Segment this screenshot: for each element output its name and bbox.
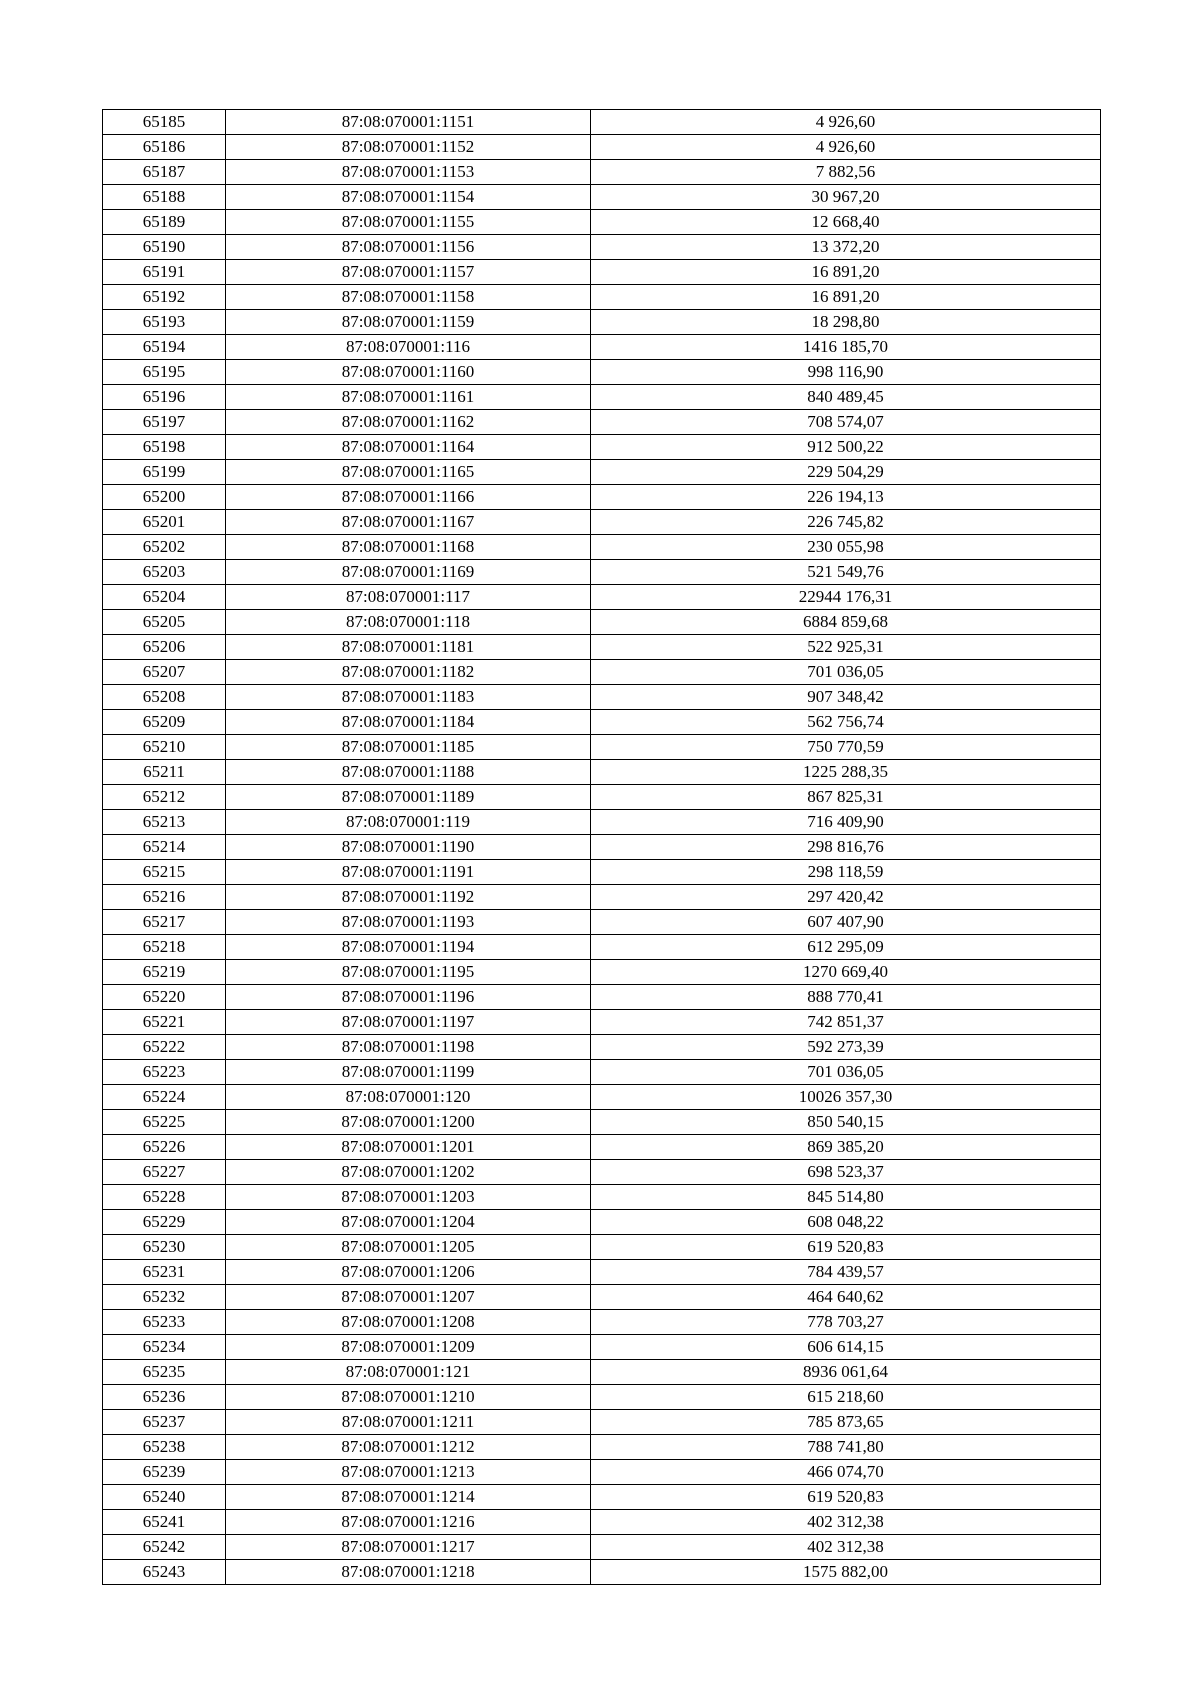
row-number-cell: 65218 [103,935,226,960]
row-number-cell: 65200 [103,485,226,510]
cadastral-number-cell: 87:08:070001:1155 [226,210,591,235]
value-cell: 297 420,42 [591,885,1101,910]
value-cell: 226 194,13 [591,485,1101,510]
row-number-cell: 65216 [103,885,226,910]
row-number-cell: 65187 [103,160,226,185]
table-row [103,1085,1101,1110]
value-cell: 592 273,39 [591,1035,1101,1060]
table-row [103,260,1101,285]
value-cell: 912 500,22 [591,435,1101,460]
table-row [103,1160,1101,1185]
table-row [103,1035,1101,1060]
row-number-cell: 65208 [103,685,226,710]
cadastral-number-cell: 87:08:070001:118 [226,610,591,635]
value-cell: 784 439,57 [591,1260,1101,1285]
value-cell: 612 295,09 [591,935,1101,960]
cadastral-number-cell: 87:08:070001:1204 [226,1210,591,1235]
value-cell: 750 770,59 [591,735,1101,760]
row-number-cell: 65237 [103,1410,226,1435]
cadastral-number-cell: 87:08:070001:1181 [226,635,591,660]
table-row [103,360,1101,385]
cadastral-number-cell: 87:08:070001:1164 [226,435,591,460]
row-number-cell: 65224 [103,1085,226,1110]
value-cell: 522 925,31 [591,635,1101,660]
table-row [103,1510,1101,1535]
value-cell: 1416 185,70 [591,335,1101,360]
cadastral-number-cell: 87:08:070001:1191 [226,860,591,885]
value-cell: 13 372,20 [591,235,1101,260]
row-number-cell: 65219 [103,960,226,985]
row-number-cell: 65234 [103,1335,226,1360]
cadastral-number-cell: 87:08:070001:1211 [226,1410,591,1435]
value-cell: 607 407,90 [591,910,1101,935]
cadastral-number-cell: 87:08:070001:1200 [226,1110,591,1135]
table-row [103,1435,1101,1460]
value-cell: 4 926,60 [591,110,1101,135]
table-row [103,535,1101,560]
table-row [103,1135,1101,1160]
cadastral-number-cell: 87:08:070001:1157 [226,260,591,285]
table-row [103,385,1101,410]
row-number-cell: 65204 [103,585,226,610]
table-row [103,960,1101,985]
value-cell: 778 703,27 [591,1310,1101,1335]
cadastral-number-cell: 87:08:070001:1166 [226,485,591,510]
row-number-cell: 65192 [103,285,226,310]
cadastral-number-cell: 87:08:070001:1212 [226,1435,591,1460]
value-cell: 6884 859,68 [591,610,1101,635]
table-row [103,1485,1101,1510]
row-number-cell: 65190 [103,235,226,260]
table-row [103,935,1101,960]
cadastral-number-cell: 87:08:070001:1201 [226,1135,591,1160]
value-cell: 867 825,31 [591,785,1101,810]
table-row [103,1060,1101,1085]
row-number-cell: 65185 [103,110,226,135]
row-number-cell: 65228 [103,1185,226,1210]
table-row [103,1385,1101,1410]
table-row [103,110,1101,135]
table-row [103,460,1101,485]
cadastral-number-cell: 87:08:070001:120 [226,1085,591,1110]
table-row [103,185,1101,210]
cadastral-number-cell: 87:08:070001:1189 [226,785,591,810]
table-row [103,560,1101,585]
row-number-cell: 65193 [103,310,226,335]
table-body [103,110,1101,1585]
row-number-cell: 65225 [103,1110,226,1135]
cadastral-number-cell: 87:08:070001:1195 [226,960,591,985]
row-number-cell: 65229 [103,1210,226,1235]
cadastral-number-cell: 87:08:070001:116 [226,335,591,360]
cadastral-number-cell: 87:08:070001:1160 [226,360,591,385]
cadastral-number-cell: 87:08:070001:1154 [226,185,591,210]
row-number-cell: 65233 [103,1310,226,1335]
row-number-cell: 65196 [103,385,226,410]
row-number-cell: 65195 [103,360,226,385]
value-cell: 8936 061,64 [591,1360,1101,1385]
cadastral-number-cell: 87:08:070001:1208 [226,1310,591,1335]
row-number-cell: 65232 [103,1285,226,1310]
value-cell: 402 312,38 [591,1510,1101,1535]
cadastral-number-cell: 87:08:070001:1190 [226,835,591,860]
table-row [103,1410,1101,1435]
table-row [103,635,1101,660]
table-row [103,1460,1101,1485]
row-number-cell: 65230 [103,1235,226,1260]
row-number-cell: 65203 [103,560,226,585]
value-cell: 698 523,37 [591,1160,1101,1185]
table-row [103,435,1101,460]
cadastral-number-cell: 87:08:070001:1202 [226,1160,591,1185]
value-cell: 30 967,20 [591,185,1101,210]
value-cell: 888 770,41 [591,985,1101,1010]
value-cell: 18 298,80 [591,310,1101,335]
row-number-cell: 65235 [103,1360,226,1385]
row-number-cell: 65198 [103,435,226,460]
row-number-cell: 65213 [103,810,226,835]
row-number-cell: 65239 [103,1460,226,1485]
cadastral-number-cell: 87:08:070001:1183 [226,685,591,710]
cadastral-number-cell: 87:08:070001:1193 [226,910,591,935]
row-number-cell: 65194 [103,335,226,360]
cadastral-number-cell: 87:08:070001:1152 [226,135,591,160]
row-number-cell: 65240 [103,1485,226,1510]
value-cell: 785 873,65 [591,1410,1101,1435]
cadastral-number-cell: 87:08:070001:1158 [226,285,591,310]
table-row [103,410,1101,435]
row-number-cell: 65214 [103,835,226,860]
cadastral-number-cell: 87:08:070001:1194 [226,935,591,960]
value-cell: 615 218,60 [591,1385,1101,1410]
cadastral-number-cell: 87:08:070001:1218 [226,1560,591,1585]
row-number-cell: 65197 [103,410,226,435]
table-row [103,285,1101,310]
row-number-cell: 65205 [103,610,226,635]
cadastral-number-cell: 87:08:070001:1197 [226,1010,591,1035]
value-cell: 845 514,80 [591,1185,1101,1210]
table-row [103,860,1101,885]
cadastral-value-table [102,109,1101,1585]
row-number-cell: 65215 [103,860,226,885]
value-cell: 7 882,56 [591,160,1101,185]
table-row [103,760,1101,785]
row-number-cell: 65199 [103,460,226,485]
table-row [103,735,1101,760]
value-cell: 4 926,60 [591,135,1101,160]
row-number-cell: 65243 [103,1560,226,1585]
value-cell: 402 312,38 [591,1535,1101,1560]
value-cell: 1575 882,00 [591,1560,1101,1585]
table-row [103,135,1101,160]
value-cell: 1225 288,35 [591,760,1101,785]
value-cell: 466 074,70 [591,1460,1101,1485]
row-number-cell: 65202 [103,535,226,560]
value-cell: 521 549,76 [591,560,1101,585]
cadastral-number-cell: 87:08:070001:1188 [226,760,591,785]
row-number-cell: 65211 [103,760,226,785]
table-row [103,310,1101,335]
row-number-cell: 65210 [103,735,226,760]
table-row [103,585,1101,610]
cadastral-number-cell: 87:08:070001:1169 [226,560,591,585]
value-cell: 907 348,42 [591,685,1101,710]
value-cell: 10026 357,30 [591,1085,1101,1110]
row-number-cell: 65226 [103,1135,226,1160]
table-row [103,1210,1101,1235]
value-cell: 788 741,80 [591,1435,1101,1460]
table-row [103,1360,1101,1385]
table-row [103,885,1101,910]
table-row [103,1335,1101,1360]
row-number-cell: 65242 [103,1535,226,1560]
value-cell: 850 540,15 [591,1110,1101,1135]
cadastral-number-cell: 87:08:070001:117 [226,585,591,610]
row-number-cell: 65206 [103,635,226,660]
cadastral-number-cell: 87:08:070001:119 [226,810,591,835]
row-number-cell: 65207 [103,660,226,685]
cadastral-number-cell: 87:08:070001:1182 [226,660,591,685]
table-row [103,160,1101,185]
cadastral-number-cell: 87:08:070001:1213 [226,1460,591,1485]
value-cell: 12 668,40 [591,210,1101,235]
row-number-cell: 65217 [103,910,226,935]
row-number-cell: 65212 [103,785,226,810]
table-row [103,1310,1101,1335]
table-row [103,1110,1101,1135]
row-number-cell: 65236 [103,1385,226,1410]
table-row [103,810,1101,835]
value-cell: 701 036,05 [591,1060,1101,1085]
table-row [103,610,1101,635]
value-cell: 608 048,22 [591,1210,1101,1235]
value-cell: 606 614,15 [591,1335,1101,1360]
value-cell: 840 489,45 [591,385,1101,410]
cadastral-number-cell: 87:08:070001:1209 [226,1335,591,1360]
cadastral-number-cell: 87:08:070001:121 [226,1360,591,1385]
value-cell: 298 816,76 [591,835,1101,860]
cadastral-number-cell: 87:08:070001:1214 [226,1485,591,1510]
table-row [103,710,1101,735]
cadastral-number-cell: 87:08:070001:1167 [226,510,591,535]
table-row [103,210,1101,235]
cadastral-number-cell: 87:08:070001:1162 [226,410,591,435]
cadastral-number-cell: 87:08:070001:1165 [226,460,591,485]
table-row [103,235,1101,260]
table-row [103,835,1101,860]
cadastral-number-cell: 87:08:070001:1156 [226,235,591,260]
table-row [103,785,1101,810]
value-cell: 16 891,20 [591,285,1101,310]
row-number-cell: 65191 [103,260,226,285]
cadastral-number-cell: 87:08:070001:1192 [226,885,591,910]
cadastral-number-cell: 87:08:070001:1206 [226,1260,591,1285]
table-row [103,1010,1101,1035]
table-row [103,485,1101,510]
cadastral-number-cell: 87:08:070001:1159 [226,310,591,335]
value-cell: 716 409,90 [591,810,1101,835]
row-number-cell: 65223 [103,1060,226,1085]
cadastral-number-cell: 87:08:070001:1196 [226,985,591,1010]
value-cell: 701 036,05 [591,660,1101,685]
value-cell: 998 116,90 [591,360,1101,385]
row-number-cell: 65209 [103,710,226,735]
row-number-cell: 65188 [103,185,226,210]
row-number-cell: 65227 [103,1160,226,1185]
row-number-cell: 65238 [103,1435,226,1460]
cadastral-number-cell: 87:08:070001:1198 [226,1035,591,1060]
table-row [103,1285,1101,1310]
cadastral-number-cell: 87:08:070001:1168 [226,535,591,560]
table-row [103,510,1101,535]
cadastral-number-cell: 87:08:070001:1217 [226,1535,591,1560]
value-cell: 869 385,20 [591,1135,1101,1160]
cadastral-number-cell: 87:08:070001:1153 [226,160,591,185]
table-row [103,660,1101,685]
value-cell: 298 118,59 [591,860,1101,885]
cadastral-number-cell: 87:08:070001:1210 [226,1385,591,1410]
table-row [103,1535,1101,1560]
cadastral-number-cell: 87:08:070001:1151 [226,110,591,135]
row-number-cell: 65201 [103,510,226,535]
value-cell: 16 891,20 [591,260,1101,285]
value-cell: 619 520,83 [591,1485,1101,1510]
value-cell: 562 756,74 [591,710,1101,735]
row-number-cell: 65189 [103,210,226,235]
row-number-cell: 65220 [103,985,226,1010]
table-row [103,1560,1101,1585]
row-number-cell: 65241 [103,1510,226,1535]
row-number-cell: 65186 [103,135,226,160]
row-number-cell: 65231 [103,1260,226,1285]
table-row [103,335,1101,360]
table-row [103,1235,1101,1260]
value-cell: 22944 176,31 [591,585,1101,610]
cadastral-number-cell: 87:08:070001:1203 [226,1185,591,1210]
value-cell: 229 504,29 [591,460,1101,485]
value-cell: 464 640,62 [591,1285,1101,1310]
cadastral-number-cell: 87:08:070001:1205 [226,1235,591,1260]
value-cell: 708 574,07 [591,410,1101,435]
cadastral-number-cell: 87:08:070001:1161 [226,385,591,410]
value-cell: 226 745,82 [591,510,1101,535]
value-cell: 619 520,83 [591,1235,1101,1260]
cadastral-number-cell: 87:08:070001:1207 [226,1285,591,1310]
value-cell: 742 851,37 [591,1010,1101,1035]
value-cell: 1270 669,40 [591,960,1101,985]
table-row [103,1260,1101,1285]
table-row [103,985,1101,1010]
row-number-cell: 65222 [103,1035,226,1060]
cadastral-number-cell: 87:08:070001:1185 [226,735,591,760]
table-row [103,1185,1101,1210]
table-row [103,685,1101,710]
value-cell: 230 055,98 [591,535,1101,560]
cadastral-number-cell: 87:08:070001:1199 [226,1060,591,1085]
row-number-cell: 65221 [103,1010,226,1035]
cadastral-number-cell: 87:08:070001:1216 [226,1510,591,1535]
cadastral-number-cell: 87:08:070001:1184 [226,710,591,735]
table-row [103,910,1101,935]
